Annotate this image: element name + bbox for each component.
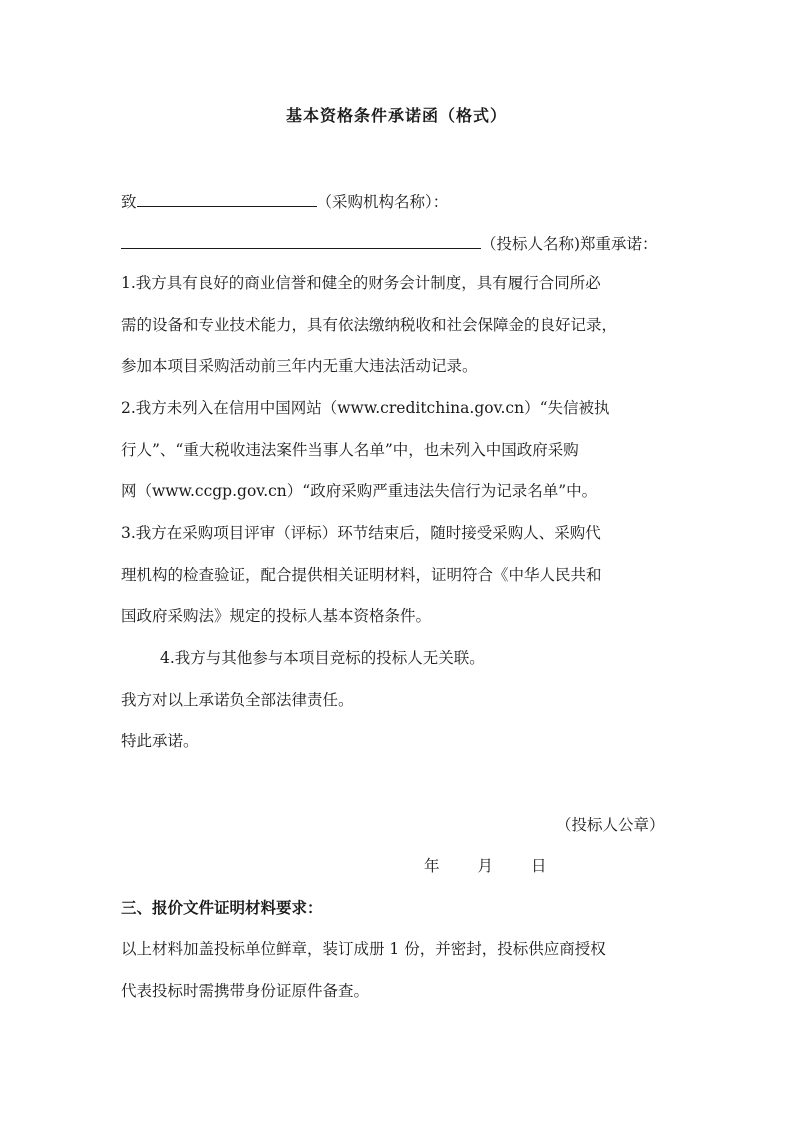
item-3-line-1: 3.我方在采购项目评审（评标）环节结束后，随时接受采购人、采购代: [121, 524, 601, 542]
addressee-line: [121, 190, 448, 213]
bidder-line: [121, 232, 658, 255]
closing-statement: 特此承诺。: [121, 732, 199, 750]
date-day: 日: [531, 857, 547, 875]
liability-statement: 我方对以上承诺负全部法律责任。: [121, 691, 354, 709]
item-1-line-2: 需的设备和专业技术能力，具有依法缴纳税收和社会保障金的良好记录，: [121, 316, 618, 334]
item-3-line-2: 理机构的检查验证，配合提供相关证明材料，证明符合《中华人民共和: [121, 566, 602, 584]
section-3-line-2: 代表投标时需携带身份证原件备查。: [121, 982, 370, 1000]
date-month: 月: [477, 857, 494, 875]
procurement-agency-blank[interactable]: [137, 190, 317, 207]
item-4-line-1: 4.我方与其他参与本项目竞标的投标人无关联。: [160, 649, 485, 667]
date-line: [424, 855, 547, 877]
bidder-line-suffix: （投标人名称)郑重承诺：: [481, 235, 658, 253]
section-3-heading: 三、报价文件证明材料要求：: [121, 899, 323, 917]
addressee-suffix: （采购机构名称）：: [316, 193, 449, 211]
item-2-line-1: 2.我方未列入在信用中国网站（www.creditchina.gov.cn）“失信被执: [121, 399, 610, 417]
section-3-line-1: 以上材料加盖投标单位鲜章，装订成册 1 份，并密封，投标供应商授权: [121, 940, 606, 958]
item-2-line-3: 网（www.ccgp.gov.cn）“政府采购严重违法失信行为记录名单”中。: [121, 482, 598, 500]
item-1-line-3: 参加本项目采购活动前三年内无重大违法活动记录。: [121, 357, 478, 375]
item-3-line-3: 国政府采购法》规定的投标人基本资格条件。: [121, 607, 432, 625]
addressee-prefix: 致: [121, 193, 137, 211]
item-2-line-2: 行人”、“重大税收违法案件当事人名单”中，也未列入中国政府采购: [121, 441, 579, 459]
page-title: 基本资格条件承诺函（格式）: [285, 106, 507, 125]
item-1-line-1: 1.我方具有良好的商业信誉和健全的财务会计制度，具有履行合同所必: [121, 274, 601, 292]
bidder-name-blank[interactable]: [121, 232, 481, 249]
date-year: 年: [424, 857, 440, 875]
seal-label: （投标人公章）: [556, 816, 665, 834]
